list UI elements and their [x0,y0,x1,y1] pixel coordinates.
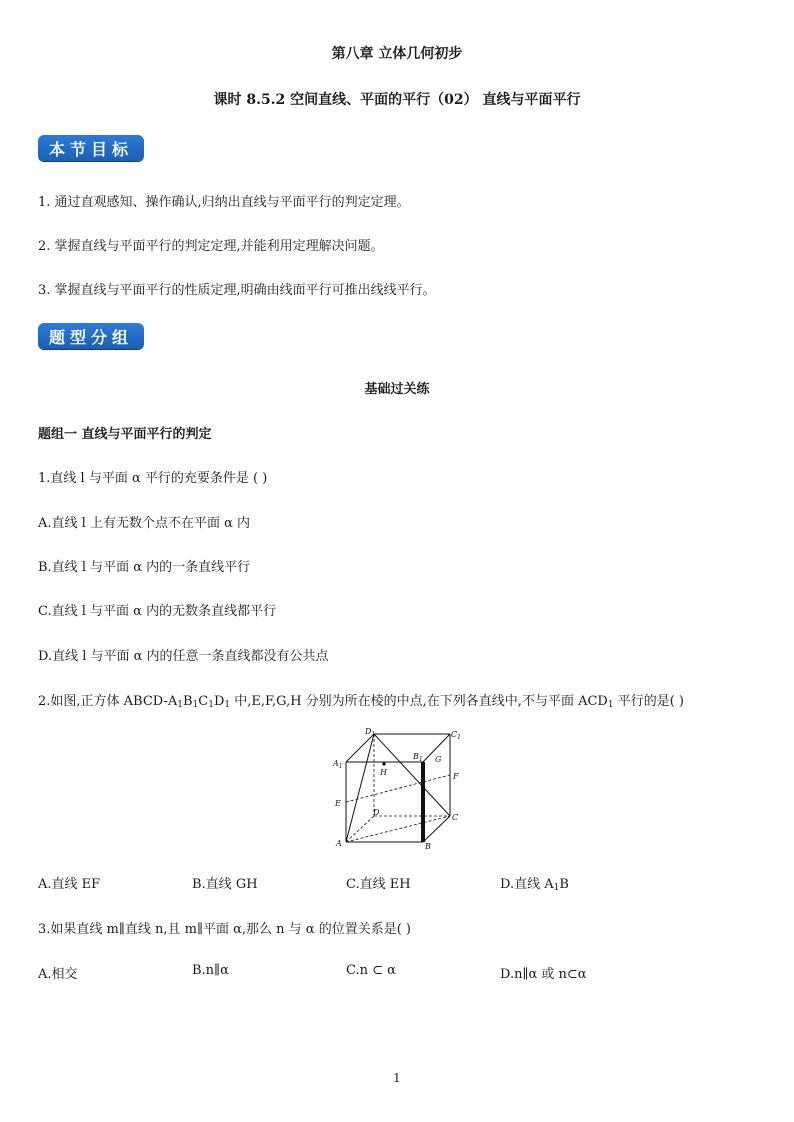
label-d: D [373,808,380,817]
line-a-d1 [346,734,374,842]
cube-figure [328,722,468,852]
q2-stem: 2.如图,正方体 ABCD-$A_1B_1C_1D_1$ 中,E,F,G,H 分别为所在棱的中点,在下列各直线中,不与平面 $ACD_1$ 平行的是( ) [38,694,684,710]
point-h [382,762,385,765]
group-title: 题组一 直线与平面平行的判定 [38,427,212,442]
q3-option-d: D.n∥α 或 n⊂α [500,967,587,982]
q2-option-c: C.直线 EH [346,877,411,892]
q2-option-b: B.直线 GH [192,877,258,892]
q3-stem: 3.如果直线 m∥直线 n,且 m∥平面 α,那么 n 与 α 的位置关系是( ) [38,922,411,937]
q1-option-a: A.直线 l 上有无数个点不在平面 α 内 [38,516,250,531]
label-e: E [335,799,341,808]
page-number: 1 [393,1071,401,1085]
goal-item: 3. 掌握直线与平面平行的性质定理,明确由线面平行可推出线线平行。 [38,283,436,298]
q2-option-a: A.直线 EF [38,877,101,892]
label-c1: $C_1$ [451,730,461,741]
label-h: H [380,768,387,777]
q3-option-c: C.n ⊂ α [346,963,396,978]
chapter-title: 第八章 立体几何初步 [331,46,463,62]
label-f: F [453,772,459,781]
edge-a-d [346,816,374,842]
label-b: B [425,842,431,851]
q1-stem: 1.直线 l 与平面 α 平行的充要条件是 ( ) [38,471,268,486]
q1-option-d: D.直线 l 与平面 α 内的任意一条直线都没有公共点 [38,649,329,664]
label-b1: $B_1$ [413,752,423,763]
subheading: 基础过关练 [364,382,430,397]
q1-option-b: B.直线 l 与平面 α 内的一条直线平行 [38,560,251,575]
diag-a-c [346,816,450,842]
q2-option-d: D.直线 $A_1B$ [500,877,569,893]
lesson-title: 课时 8.5.2 空间直线、平面的平行（02） 直线与平面平行 [213,92,581,108]
section-goals-badge: 本节目标 [38,135,144,161]
label-a1: $A_1$ [333,759,343,770]
label-c: C [452,813,459,822]
edge-b-c [423,816,450,842]
line-e-f [346,775,450,802]
q3-option-a: A.相交 [38,967,78,982]
goal-item: 1. 通过直观感知、操作确认,归纳出直线与平面平行的判定定理。 [38,195,410,210]
label-d1: $D_1$ [365,727,376,738]
label-g: G [435,755,442,764]
section-groups-badge: 题型分组 [38,323,144,349]
goal-item: 2. 掌握直线与平面平行的判定定理,并能利用定理解决问题。 [38,239,384,254]
label-a: A [336,839,342,848]
q3-option-b: B.n∥α [192,963,229,978]
edge-a1-d1 [346,734,374,762]
q1-option-c: C.直线 l 与平面 α 内的无数条直线都平行 [38,604,277,619]
